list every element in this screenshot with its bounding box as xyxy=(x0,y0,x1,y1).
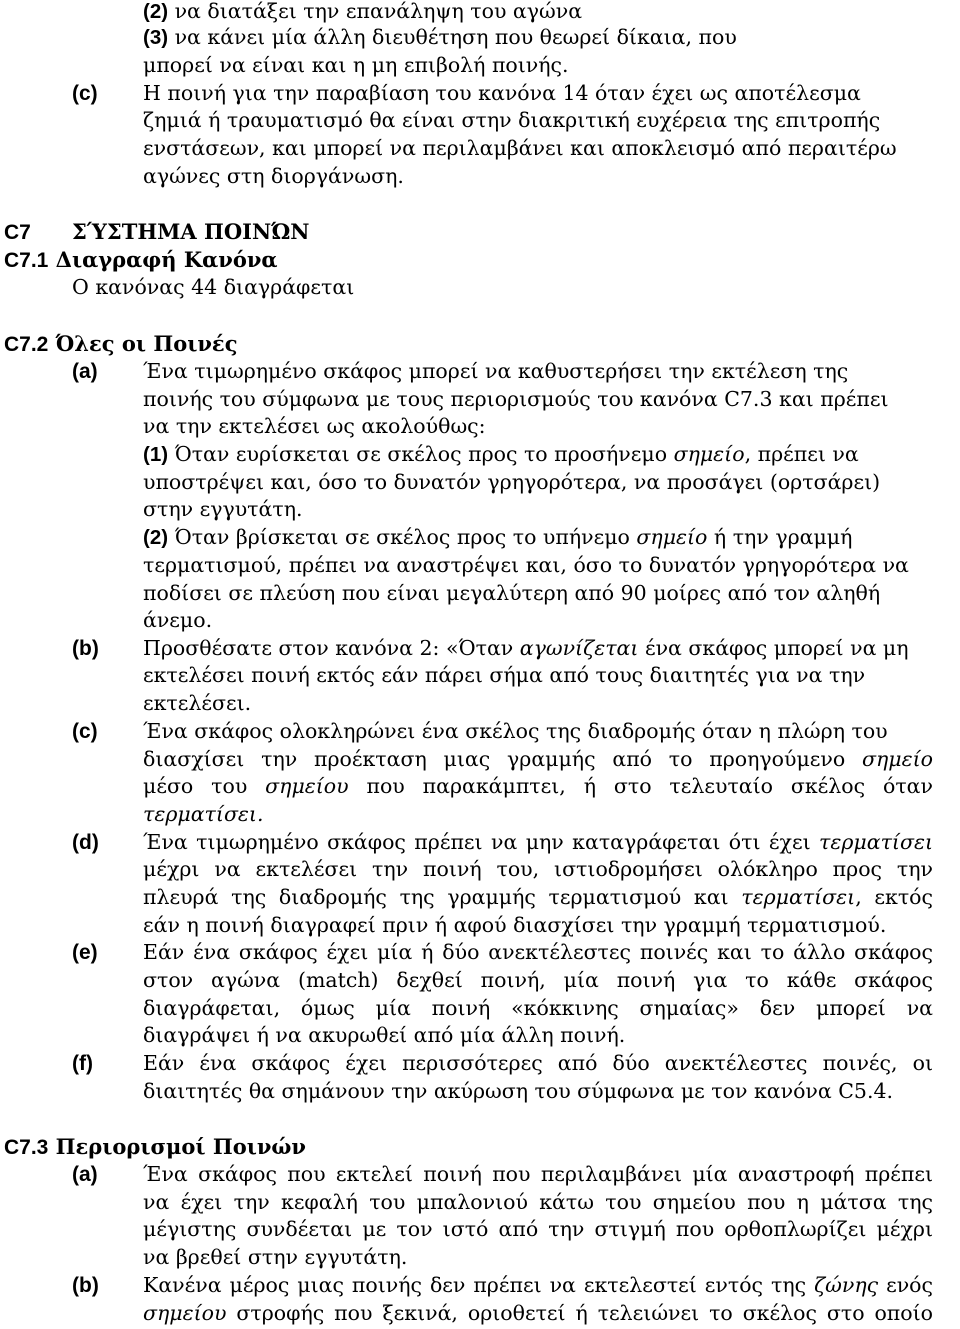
italic-term: ζώνης xyxy=(814,1273,879,1297)
text-line xyxy=(143,1272,933,1299)
text-line: αγώνες στη διοργάνωση. xyxy=(143,164,404,188)
item-label: (a) xyxy=(72,1163,98,1186)
text-line: να βρεθεί στην εγγυτάτη. xyxy=(143,1245,408,1269)
text-line: μέχρι να εκτελέσει την ποινή του, ιστιοδρομήσει ολόκληρο προς την xyxy=(143,857,933,881)
text-line: Ένα σκάφος ολοκληρώνει ένα σκέλος της διαδρομής όταν η πλώρη του xyxy=(143,719,888,743)
text-line: εκτελέσει ποινή εκτός εάν πάρει σήμα από τους διαιτητές για να την xyxy=(143,663,866,687)
text-span: να διατάξει την επανάληψη του αγώνα xyxy=(168,0,583,23)
item-label: (f) xyxy=(72,1052,93,1075)
text-line xyxy=(143,829,933,856)
text-line xyxy=(143,24,737,51)
text-line xyxy=(143,635,909,662)
item-label: (d) xyxy=(72,831,99,854)
text-line xyxy=(143,524,852,551)
text-span: ενός xyxy=(878,1273,933,1297)
italic-term: τερματίσει xyxy=(819,830,933,854)
section-number: C7.3 xyxy=(4,1136,49,1159)
item-label: (e) xyxy=(72,941,98,964)
text-line xyxy=(143,884,933,911)
text-span: , πρέπει να xyxy=(744,442,859,466)
text-span: να κάνει μία άλλη διευθέτηση που θεωρεί δίκαια, που xyxy=(168,25,737,49)
text-line: στην εγγυτάτη. xyxy=(143,497,303,521)
text-line xyxy=(143,1300,933,1327)
text-span: μέσο του xyxy=(143,774,266,798)
italic-term: τερματίσει xyxy=(741,885,856,909)
text-line: μπορεί να είναι και η μη επιβολή ποινής. xyxy=(143,53,569,77)
text-line xyxy=(143,441,859,468)
text-line xyxy=(143,773,933,800)
item-label: (b) xyxy=(72,1274,99,1297)
section-heading xyxy=(4,246,278,274)
text-span: διασχίσει την προέκταση μιας γραμμής από το προηγούμενο xyxy=(143,747,863,771)
italic-term: σημείου xyxy=(265,774,349,798)
text-line: μέγιστης συνδέεται με τον ιστό από την στιγμή που ορθοπλωρίζει μέχρι xyxy=(143,1217,933,1241)
section-title: ΣΎΣΤΗΜΑ ΠΟΙΝΏΝ xyxy=(72,219,310,244)
text-line xyxy=(143,801,264,828)
text-line: Ο κανόνας 44 διαγράφεται xyxy=(72,275,355,299)
italic-term: σημείου xyxy=(143,1301,227,1325)
text-line xyxy=(143,0,582,25)
text-span: ή την γραμμή xyxy=(707,525,853,549)
text-line: εάν η ποινή διαγραφεί πριν ή αφού διασχίσει την γραμμή τερματισμού. xyxy=(143,913,887,937)
text-line: εκτελέσει. xyxy=(143,691,252,715)
section-heading xyxy=(4,1133,306,1161)
italic-term: αγωνίζεται xyxy=(519,636,639,660)
text-span: που παρακάμπτει, ή στο τελευταίο σκέλος όταν xyxy=(348,774,933,798)
text-line: ζημιά ή τραυματισμό θα είναι στην διακριτική ευχέρεια της επιτροπής xyxy=(143,108,881,132)
text-line: Η ποινή για την παραβίαση του κανόνα 14 όταν έχει ως αποτέλεσμα xyxy=(143,81,861,105)
item-label: (b) xyxy=(72,637,99,660)
text-line: Ένα τιμωρημένο σκάφος μπορεί να καθυστερήσει την εκτέλεση της xyxy=(143,359,849,383)
text-line: ποινής του σύμφωνα με τους περιορισμούς του κανόνα C7.3 και πρέπει xyxy=(143,387,889,411)
italic-term: σημείο xyxy=(673,442,745,466)
section-heading xyxy=(4,330,237,358)
sub-item-label: (2) xyxy=(143,526,169,549)
text-span: , εκτός xyxy=(855,885,933,909)
text-line: υποστρέψει και, όσο το δυνατόν γρηγορότερα, να προσάγει (ορτσάρει) xyxy=(143,470,881,494)
sub-item-label: (2) xyxy=(143,0,169,23)
text-span: πλευρά της διαδρομής της γραμμής τερματισμού και xyxy=(143,885,742,909)
text-line: να την εκτελέσει ως ακολούθως: xyxy=(143,414,486,438)
sub-item-label: (3) xyxy=(143,26,169,49)
italic-term: σημείο xyxy=(862,747,933,771)
text-span: Ένα τιμωρημένο σκάφος πρέπει να μην καταγράφεται ότι έχει xyxy=(143,830,820,854)
section-number: C7.1 xyxy=(4,249,49,272)
section-title: Διαγραφή Κανόνα xyxy=(55,247,278,272)
section-heading xyxy=(4,218,31,246)
item-label: (c) xyxy=(72,720,98,743)
italic-term: σημείο xyxy=(636,525,708,549)
text-line: Εάν ένα σκάφος έχει μία ή δύο ανεκτέλεστες ποινές και το άλλο σκάφος xyxy=(143,940,933,964)
italic-term: τερματίσει. xyxy=(143,802,264,826)
text-line: να έχει την κεφαλή του μπαλονιού κάτω του σημείου που η μάτσα της xyxy=(143,1190,933,1214)
text-line: άνεμο. xyxy=(143,608,213,632)
text-span: Κανένα μέρος μιας ποινής δεν πρέπει να εκτελεστεί εντός της xyxy=(143,1273,815,1297)
text-span: Όταν ευρίσκεται σε σκέλος προς το προσήνεμο xyxy=(168,442,674,466)
text-span: Προσθέσατε στον κανόνα 2: «Όταν xyxy=(143,636,520,660)
section-number: C7.2 xyxy=(4,333,49,356)
section-number: C7 xyxy=(4,221,31,244)
text-line: διαγράψει ή να ακυρωθεί από μία άλλη ποινή. xyxy=(143,1023,626,1047)
text-line: διαιτητές θα σημάνουν την ακύρωση του σύμφωνα με τον κανόνα C5.4. xyxy=(143,1079,894,1103)
sub-item-label: (1) xyxy=(143,443,169,466)
section-title: Όλες οι Ποινές xyxy=(55,331,238,356)
text-line: διαγράφεται, όμως μία ποινή «κόκκινης σημαίας» δεν μπορεί να xyxy=(143,996,933,1020)
section-title: Περιορισμοί Ποινών xyxy=(55,1134,307,1159)
text-line: τερματισμού, πρέπει να αναστρέψει και, όσο το δυνατόν γρηγορότερα να xyxy=(143,553,909,577)
text-span: στροφής που ξεκινά, οριοθετεί ή τελειώνει το σκέλος στο οποίο xyxy=(226,1301,933,1325)
text-span: Όταν βρίσκεται σε σκέλος προς το υπήνεμο xyxy=(168,525,637,549)
text-line: Ένα σκάφος που εκτελεί ποινή που περιλαμβάνει μία αναστροφή πρέπει xyxy=(143,1162,933,1186)
text-line: ενστάσεων, και μπορεί να περιλαμβάνει και αποκλεισμό από περαιτέρω xyxy=(143,136,897,160)
text-line: Εάν ένα σκάφος έχει περισσότερες από δύο ανεκτέλεστες ποινές, οι xyxy=(143,1051,933,1075)
item-label: (c) xyxy=(72,82,98,105)
text-span: ένα σκάφος μπορεί να μη xyxy=(638,636,909,660)
text-line: στον αγώνα (match) δεχθεί ποινή, μία ποινή για το κάθε σκάφος xyxy=(143,968,933,992)
item-label: (a) xyxy=(72,360,98,383)
text-line: ποδίσει σε πλεύση που είναι μεγαλύτερη από 90 μοίρες από τον αληθή xyxy=(143,581,881,605)
text-line xyxy=(143,746,933,773)
